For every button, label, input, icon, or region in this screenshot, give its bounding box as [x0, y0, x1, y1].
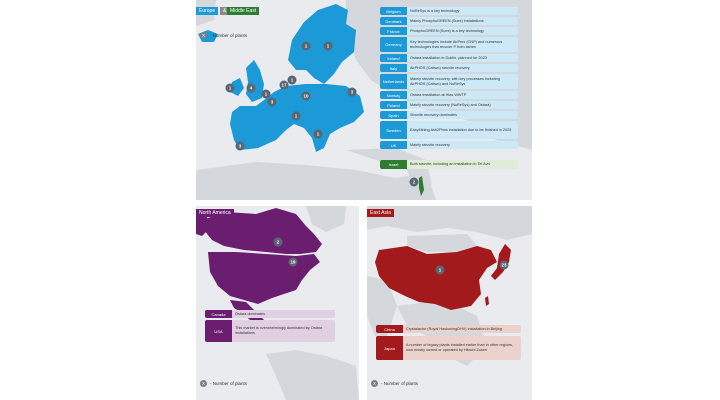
country-row-norway	[380, 91, 518, 99]
country-label: Belgium	[380, 7, 407, 15]
country-label: Italy	[380, 64, 407, 72]
country-label: Japan	[376, 336, 403, 360]
legend-marker-icon: X	[201, 33, 205, 38]
country-label: Spain	[380, 111, 407, 119]
country-desc: Ostara installation in Dublin, planned for 2023	[407, 54, 518, 62]
legend-marker-icon: X	[372, 381, 376, 386]
country-row-usa	[205, 320, 335, 342]
country-row-germany	[380, 37, 518, 52]
country-desc: Mainly struvite recovery	[407, 141, 518, 149]
country-label: Netherlands	[380, 74, 407, 89]
country-desc: PhosphoGREEN (Suez) is a key technology	[407, 27, 518, 35]
plant-marker-china: 1	[436, 266, 445, 275]
scandinavia-land	[288, 4, 356, 84]
country-label: USA	[205, 320, 232, 342]
country-label: Sweden	[380, 121, 407, 139]
plant-marker-belgium: 17	[281, 82, 287, 88]
country-label: China	[376, 325, 403, 333]
country-desc: Ostara installation at Hias WWTP	[407, 91, 518, 99]
country-desc: Mainly struvite recovery, with key processes including AirPHOS (Cabwo) and NuReSys	[407, 74, 518, 89]
legend-text: - Number of plants	[381, 381, 419, 386]
country-row-uk	[380, 141, 518, 149]
plant-marker-switzerland: 1	[292, 112, 301, 121]
south-america-land	[266, 350, 359, 400]
region-tag-ampersand: &	[220, 7, 229, 15]
country-row-denmark	[380, 17, 518, 25]
plant-marker-japan: 23	[501, 262, 507, 268]
plant-marker-canada: 2	[274, 238, 283, 247]
country-desc: Key technologies include AirPrex (CNP) and numerous technologies that recover P from ashes	[407, 37, 518, 52]
plant-marker-netherlands: 1	[262, 90, 271, 99]
country-desc: Both struvite, including an installation in Tel Aviv	[407, 160, 518, 169]
country-label: UK	[380, 141, 407, 149]
country-row-france	[380, 27, 518, 35]
legend-text: - Number of plants	[210, 33, 248, 38]
plant-marker-italy: 1	[314, 130, 323, 139]
country-row-israel	[380, 160, 518, 169]
north-america-region-tag: North America	[196, 209, 234, 217]
plant-marker-israel: 2	[410, 178, 419, 187]
country-label: France	[380, 27, 407, 35]
plant-marker-uk: 4	[247, 84, 256, 93]
country-label: Norway	[380, 91, 407, 99]
country-desc: Mainly struvite recovery (NuReSys) and Ostara)	[407, 101, 518, 109]
plant-marker-norway: 1	[302, 42, 311, 51]
east-asia-region-tag: East Asia	[367, 209, 394, 217]
plant-marker-france-north: 3	[268, 98, 277, 107]
country-label: Denmark	[380, 17, 407, 25]
usa-land	[208, 252, 320, 304]
country-row-poland	[380, 101, 518, 109]
country-label: Poland	[380, 101, 407, 109]
plant-marker-ireland: 1	[226, 84, 235, 93]
country-row-netherlands	[380, 74, 518, 89]
europe-region-tag: Europe	[196, 7, 218, 15]
middle-east-region-tag: Middle East	[227, 7, 259, 15]
plant-marker-spain: 3	[236, 142, 245, 151]
country-label: Ireland	[380, 54, 407, 62]
country-desc: NuReSys is a key technology	[407, 7, 518, 15]
east-asia-legend	[371, 380, 418, 387]
plant-marker-poland: 3	[348, 88, 357, 97]
country-label: Canada	[205, 310, 232, 318]
country-row-italy	[380, 64, 518, 72]
country-desc: A number of legacy plants installed earlier than in other regions, now mostly owned or operated by Hitachi Zosen	[403, 336, 521, 360]
europe-legend	[200, 32, 247, 39]
country-row-japan	[376, 336, 521, 360]
country-desc: Struvite recovery dominates	[407, 111, 518, 119]
country-row-sweden	[380, 121, 518, 139]
country-row-canada	[205, 310, 335, 318]
country-row-spain	[380, 111, 518, 119]
country-row-belgium	[380, 7, 518, 15]
taiwan-land	[485, 296, 489, 306]
north-america-legend	[200, 380, 247, 387]
legend-text: - Number of plants	[210, 381, 248, 386]
plant-marker-sweden: 1	[324, 42, 333, 51]
country-desc: Ostara dominates	[232, 310, 335, 318]
east-asia-map	[367, 206, 532, 400]
plant-marker-germany: 10	[303, 93, 309, 99]
country-label: Germany	[380, 37, 407, 52]
plant-marker-usa: 19	[290, 259, 296, 265]
legend-marker-icon: X	[201, 381, 205, 386]
north-america-map	[196, 206, 359, 400]
country-row-china	[376, 325, 521, 333]
country-row-ireland	[380, 54, 518, 62]
north-america-map-panel	[196, 206, 359, 400]
east-asia-map-panel	[367, 206, 532, 400]
country-desc: This market is overwhelmingly dominated by Ostara installations	[232, 320, 335, 342]
plant-marker-denmark: 1	[288, 76, 297, 85]
country-desc: Crystalactor (Royal HaskoningDHV) installation in Beijing	[403, 325, 521, 333]
greenland-land	[306, 206, 346, 232]
country-desc: EasyMining Ash2Phos installation due to be finished in 2025	[407, 121, 518, 139]
country-desc: AirPHOS (Cabwo) struvite recovery	[407, 64, 518, 72]
country-desc: Mainly PhosphoGREEN (Suez) installations	[407, 17, 518, 25]
country-label: Israel	[380, 160, 407, 169]
